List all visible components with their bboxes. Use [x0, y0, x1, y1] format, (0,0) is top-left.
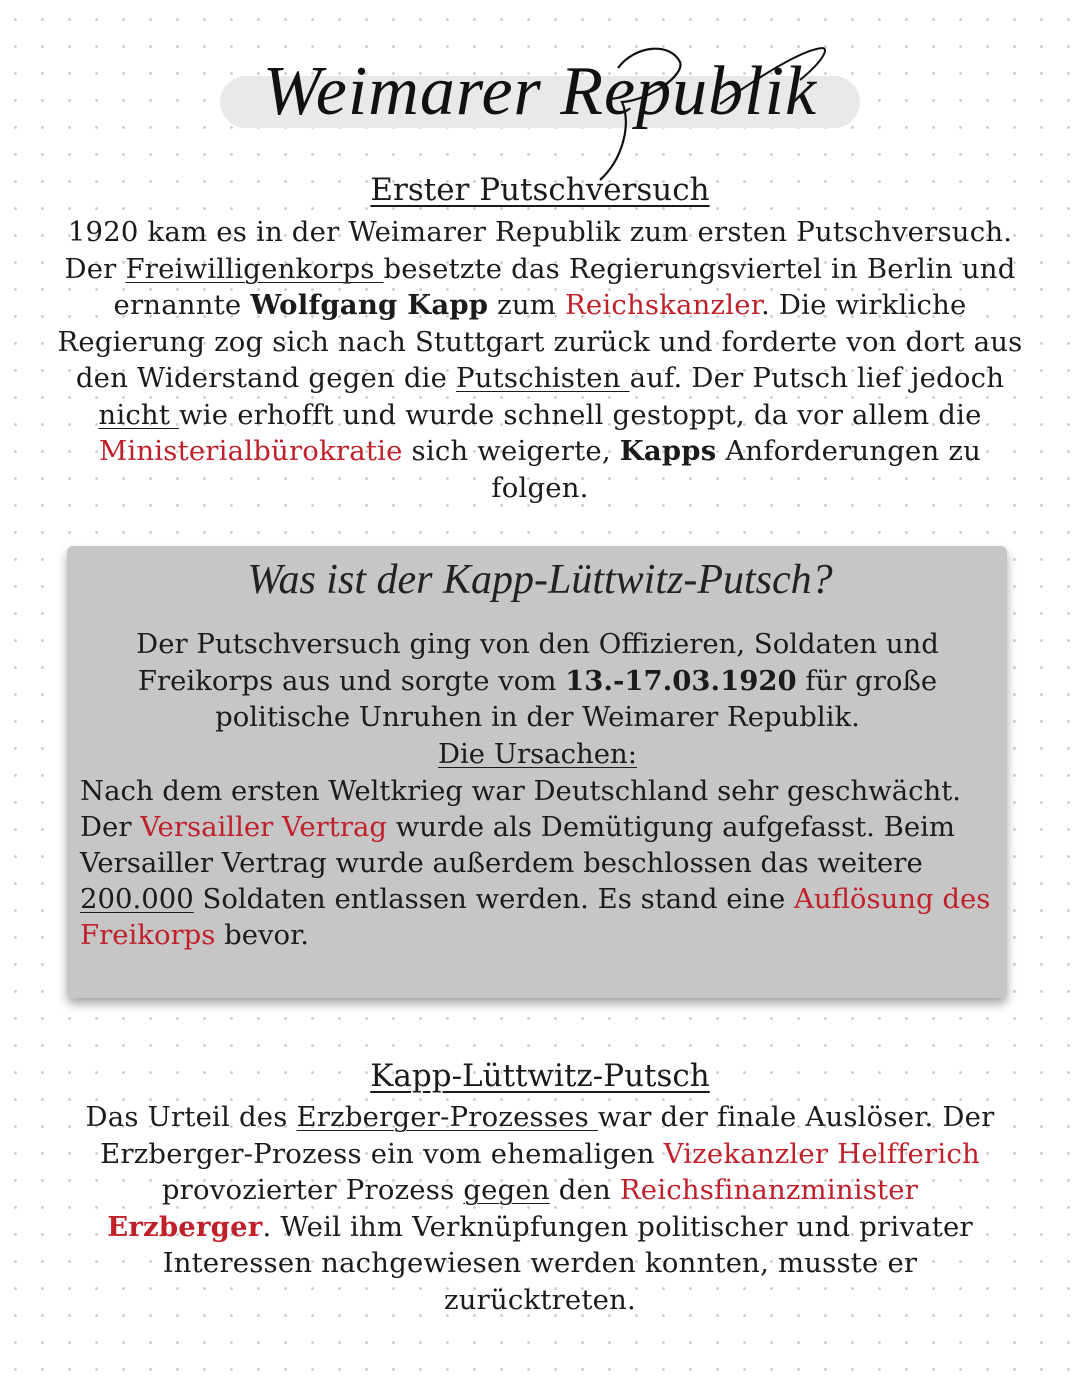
section2-heading: Kapp-Lüttwitz-Putsch: [370, 1058, 710, 1094]
info-box-intro: Der Putschversuch ging von den Offizieren, Soldaten und Freikorps aus und sorgte vom 13.-17.03.1920 für große politische Unruhen in der Weimarer Republik. Die Ursachen:: [136, 628, 939, 770]
term-nicht: nicht: [98, 398, 180, 431]
section2-text: Das Urteil des Erzberger-Prozesses war der finale Auslöser. Der Erzberger-Prozess ein vom ehemaligen Vizekanzler Helfferich provozierter Prozess gegen den Reichsfinanzminister Erzberger. Weil ihm Verknüpfungen politischer und privater Interessen nachgewiesen werden konnten, musste er zurücktreten.: [85, 1101, 995, 1316]
term-vizekanzler-helfferich: Vizekanzler Helfferich: [663, 1137, 980, 1170]
section1-text: 1920 kam es in der Weimarer Republik zum ersten Putschversuch. Der Freiwilligenkorps besetzte das Regierungsviertel in Berlin und ernannte Wolfgang Kapp zum Reichskanzler. Die wirkliche Regierung zog sich nach Stuttgart zurück und forderte von dort aus den Widerstand gegen die Putschisten auf. Der Putsch lief jedoch nicht wie erhofft und wurde schnell gestoppt, da vor allem die Ministerialbürokratie sich weigerte, Kapps Anforderungen zu folgen.: [57, 216, 1023, 504]
title-flourish-icon: [560, 40, 840, 190]
term-erzberger-prozess: Erzberger-Prozesses: [296, 1101, 598, 1133]
term-freiwilligenkorps: Freiwilligenkorps: [125, 252, 384, 285]
term-reichskanzler: Reichskanzler: [564, 289, 762, 321]
term-gegen: gegen: [463, 1174, 550, 1206]
info-box-causes: Nach dem ersten Weltkrieg war Deutschland sehr geschwächt. Der Versailler Vertrag wurde als Demütigung aufgefasst. Beim Versailler Vertrag wurde außerdem beschlossen das weitere 200.000 Soldaten entlassen werden. Es stand eine Auflösung des Freikorps bevor.: [80, 775, 991, 951]
page-title: Weimarer Republik: [262, 53, 818, 130]
term-versailler-vertrag: Versailler Vertrag: [140, 811, 387, 843]
name-erzberger: Erzberger: [107, 1210, 263, 1243]
term-putschisten: Putschisten: [456, 362, 630, 394]
ursachen-heading: Die Ursachen:: [437, 737, 638, 770]
term-aufloesung-freikorps: Auflösung des Freikorps: [80, 883, 991, 951]
term-ministerialbuerokratie: Ministerialbürokratie: [99, 435, 403, 467]
name-wolfgang-kapp: Wolfgang Kapp: [250, 289, 489, 321]
name-kapps: Kapps: [619, 435, 717, 467]
number-soldiers: 200.000: [80, 883, 194, 915]
info-box-title: Was ist der Kapp-Lüttwitz-Putsch?: [247, 557, 833, 603]
section1-heading: Erster Putschversuch: [370, 172, 710, 208]
term-reichsfinanzminister: Reichsfinanzminister: [619, 1174, 919, 1206]
date-range: 13.-17.03.1920: [565, 664, 797, 697]
